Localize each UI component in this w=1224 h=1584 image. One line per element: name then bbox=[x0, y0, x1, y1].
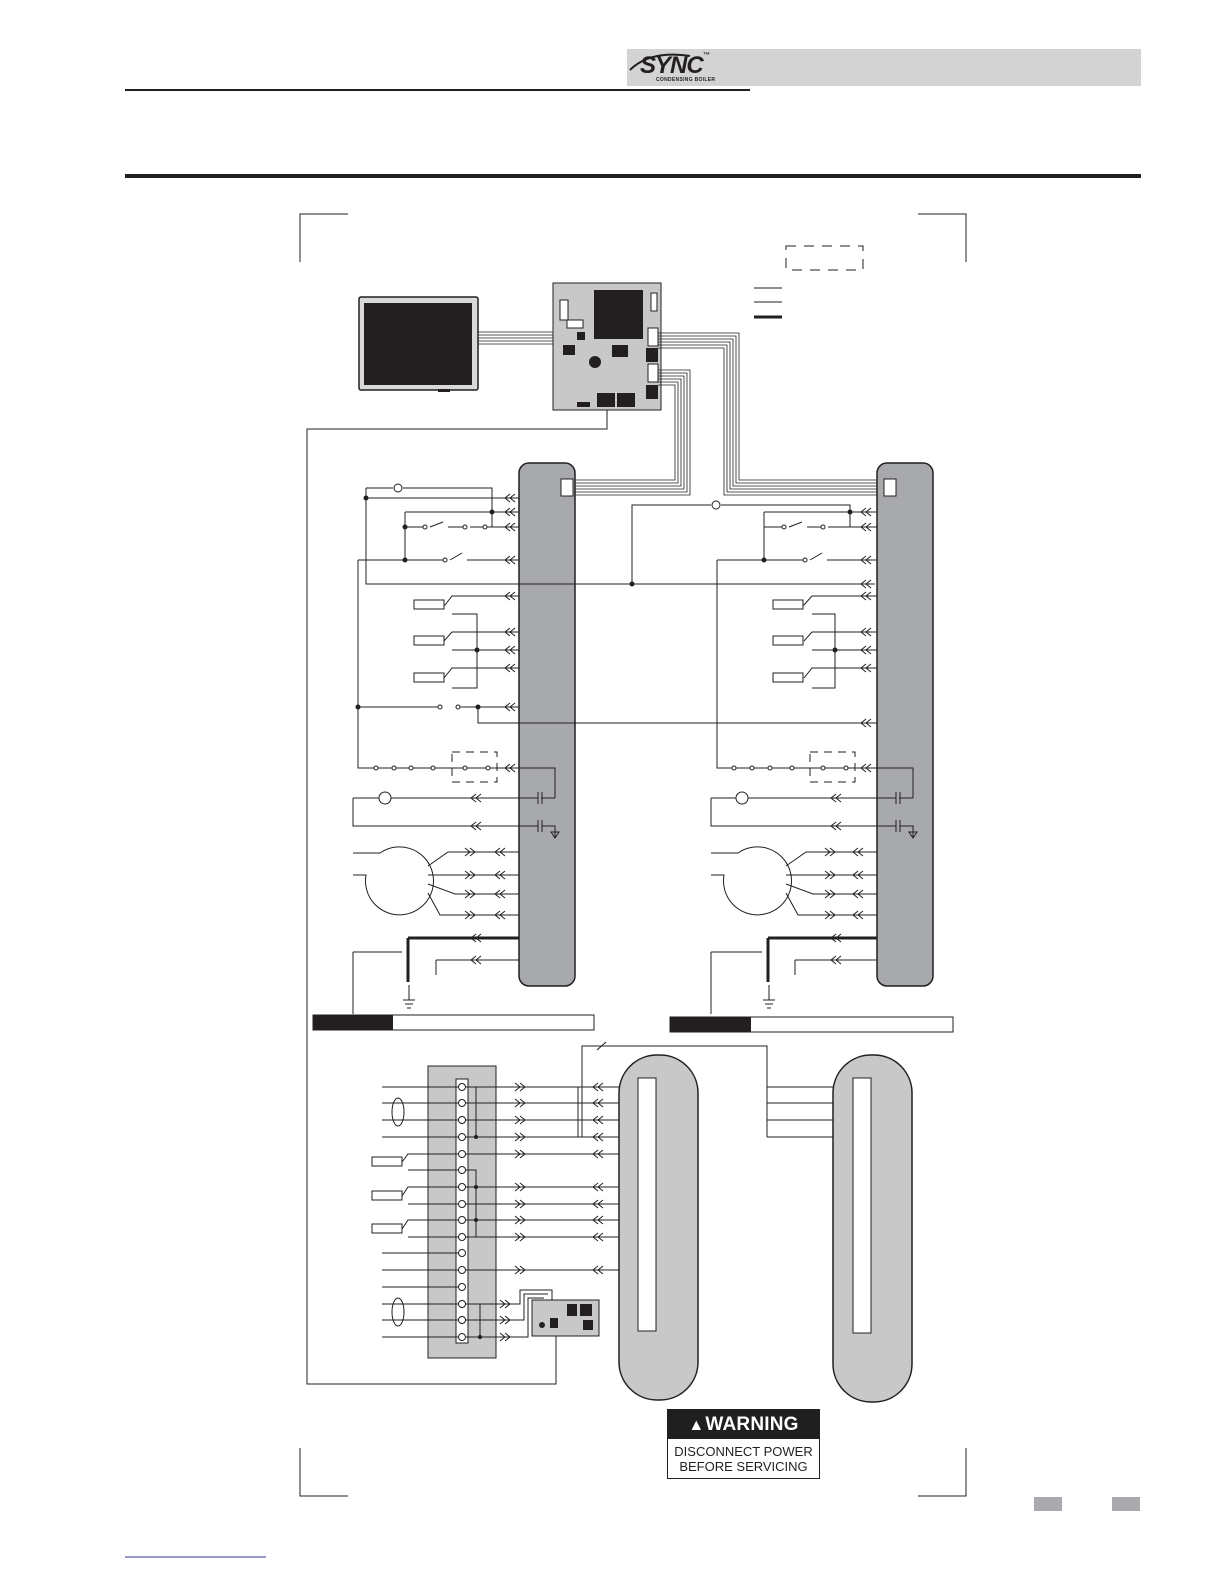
terminal-strip bbox=[428, 1066, 496, 1358]
left-field-wiring bbox=[353, 484, 877, 1014]
brand-logo: SYNC™ bbox=[640, 52, 709, 79]
warning-line-1: DISCONNECT POWER bbox=[674, 1444, 813, 1459]
warning-triangle-icon: ▲ bbox=[688, 1417, 705, 1434]
warning-body bbox=[668, 1439, 819, 1474]
page-tab-left bbox=[1034, 1497, 1062, 1511]
label-strip-left bbox=[313, 1015, 594, 1030]
lower-module-right bbox=[833, 1055, 912, 1402]
lower-module-left bbox=[619, 1055, 698, 1400]
right-connector-chevrons bbox=[825, 508, 871, 964]
touchscreen-display bbox=[359, 297, 478, 392]
page-tab-right bbox=[1112, 1497, 1140, 1511]
logo-swoosh bbox=[630, 55, 690, 70]
control-board bbox=[553, 283, 661, 410]
sequencer-board bbox=[532, 1300, 599, 1336]
right-field-wiring bbox=[632, 501, 917, 1014]
left-blower bbox=[353, 847, 433, 915]
legend bbox=[754, 246, 863, 317]
display-cable bbox=[478, 332, 553, 344]
boiler-module-right bbox=[877, 463, 933, 986]
boiler-module-left bbox=[519, 463, 575, 986]
left-junction-dots bbox=[356, 496, 635, 710]
label-strip-right bbox=[670, 1017, 953, 1032]
warning-heading: ▲WARNING bbox=[668, 1410, 819, 1439]
left-hi-limit-switches bbox=[374, 525, 490, 770]
right-junction-dots bbox=[762, 510, 853, 653]
brand-logo-subtitle: CONDENSING BOILER bbox=[656, 77, 716, 83]
warning-label bbox=[667, 1409, 820, 1479]
ribbon-cable-right bbox=[658, 333, 884, 495]
right-hi-limit-switches bbox=[732, 525, 848, 770]
warning-line-2: BEFORE SERVICING bbox=[679, 1459, 808, 1474]
right-blower bbox=[711, 847, 791, 915]
